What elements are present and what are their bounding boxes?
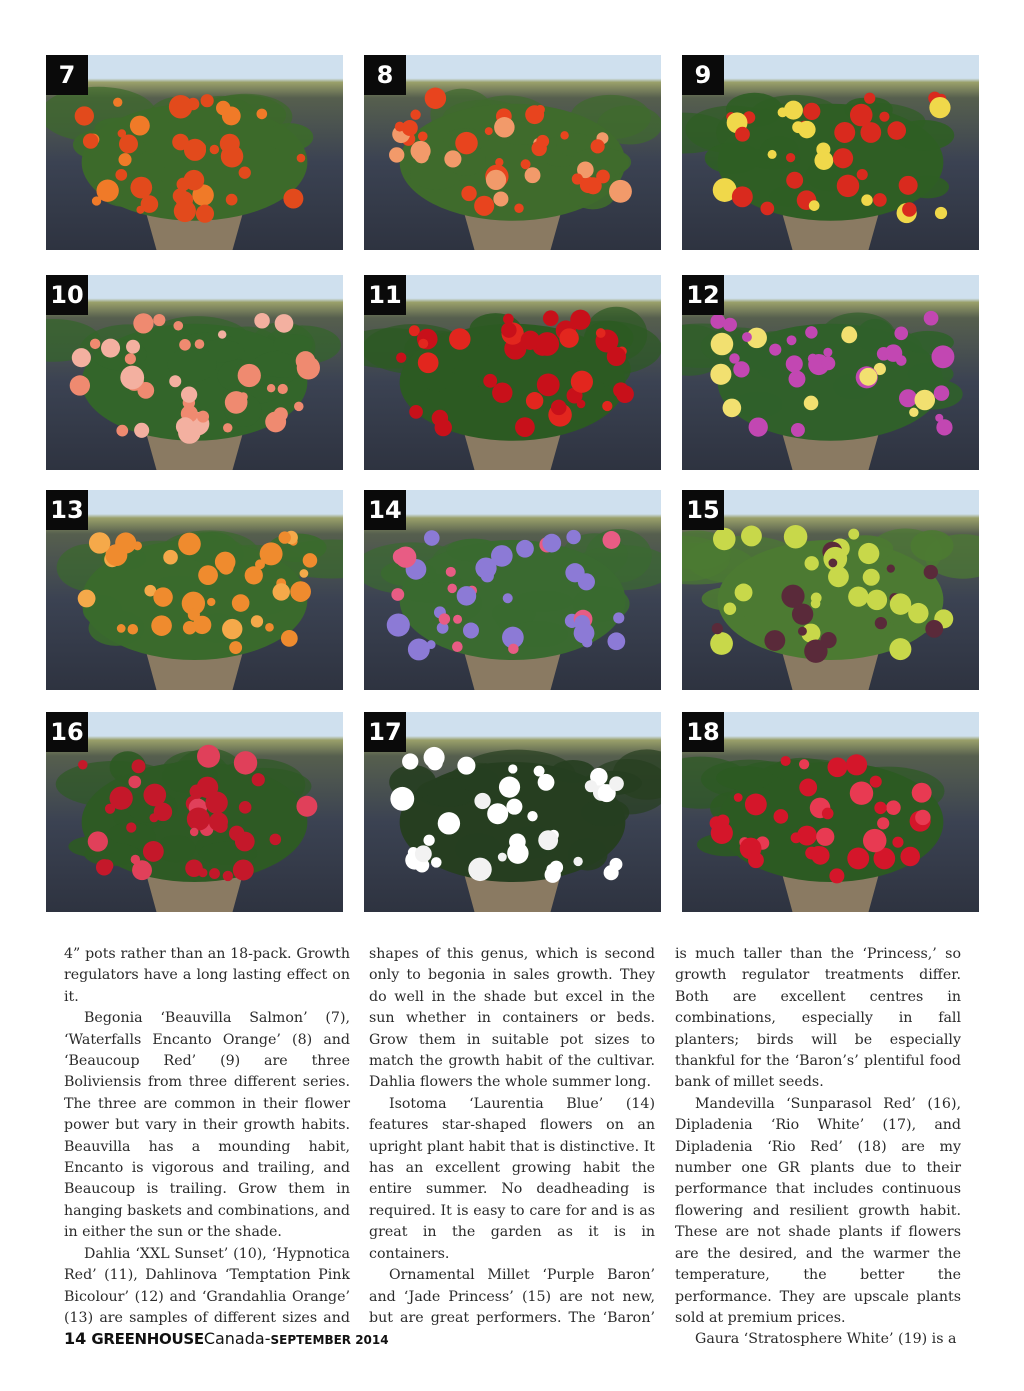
plant-illustration xyxy=(364,275,661,470)
photo-number: 14 xyxy=(364,490,406,530)
photo-number: 16 xyxy=(46,712,88,752)
photo-17 xyxy=(364,712,661,912)
photo-number: 7 xyxy=(46,55,88,95)
issue-date: SEPTEMBER 2014 xyxy=(270,1333,389,1347)
magazine-name-suffix: Canada xyxy=(203,1329,265,1348)
plant-illustration xyxy=(46,275,343,470)
plant-illustration xyxy=(682,712,979,912)
photo-18 xyxy=(682,712,979,912)
paragraph: 4” pots rather than an 18-pack. Growth regulators have a long lasting effect on it. xyxy=(64,946,350,1005)
photo-number: 17 xyxy=(364,712,406,752)
plant-illustration xyxy=(46,490,343,690)
article-column-2 xyxy=(369,944,655,1329)
paragraph: Isotoma ‘Laurentia Blue’ (14) features star-shaped flowers on an upright plant habit that is distinctive. It has an excellent growing habit the entire summer. No deadheading is required. It is easy to care for and is as great in the garden as it is in containers. xyxy=(369,1095,655,1262)
photo-14 xyxy=(364,490,661,690)
photo-number: 10 xyxy=(46,275,88,315)
paragraph: Ornamental Millet ‘Purple Baron’ and ‘Jade Princess’ (15) are not new, but are great performers. The ‘Baron’ xyxy=(369,1267,655,1326)
plant-illustration xyxy=(682,275,979,470)
photo-13 xyxy=(46,490,343,690)
paragraph: Dahlia ‘XXL Sunset’ (10), ‘Hypnotica Red’ (11), Dahlinova ‘Temptation Pink Bicolour’ (12) and ‘Grandahlia Orange’ (13) are samples of different sizes and xyxy=(64,1245,350,1326)
photo-7 xyxy=(46,55,343,250)
plant-illustration xyxy=(682,490,979,690)
photo-11 xyxy=(364,275,661,470)
photo-10 xyxy=(46,275,343,470)
photo-15 xyxy=(682,490,979,690)
photo-number: 13 xyxy=(46,490,88,530)
photo-number: 18 xyxy=(682,712,724,752)
article-column-1 xyxy=(64,944,350,1329)
plant-illustration xyxy=(46,55,343,250)
paragraph: shapes of this genus, which is second only to begonia in sales growth. They do well in the shade but excel in the sun whether in containers or beds. Grow them in suitable pot sizes to match the growth habit of the cultivar. Dahlia flowers the whole summer long. xyxy=(369,946,655,1091)
photo-16 xyxy=(46,712,343,912)
photo-8 xyxy=(364,55,661,250)
plant-illustration xyxy=(682,55,979,250)
photo-number: 9 xyxy=(682,55,724,95)
separator: - xyxy=(264,1329,271,1348)
photo-9 xyxy=(682,55,979,250)
plant-illustration xyxy=(364,490,661,690)
photo-12 xyxy=(682,275,979,470)
page-number: 14 xyxy=(64,1329,87,1348)
photo-number: 11 xyxy=(364,275,406,315)
photo-number: 15 xyxy=(682,490,724,530)
photo-number: 8 xyxy=(364,55,406,95)
paragraph: is much taller than the ‘Princess,’ so growth regulator treatments differ. Both are excellent centres in combinations, especially in fall planters; birds will be especially thankful for the ‘Baron’s’ plentiful food bank of millet seeds. xyxy=(675,946,961,1091)
photo-number: 12 xyxy=(682,275,724,315)
plant-illustration xyxy=(364,55,661,250)
paragraph: Begonia ‘Beauvilla Salmon’ (7), ‘Waterfalls Encanto Orange’ (8) and ‘Beaucoup Red’ (9) are three Boliviensis from three different series. The three are common in their flower power but vary in their growth habits. Beauvilla has a mounding habit, Encanto is vigorous and trailing, and Beaucoup is trailing. Grow them in hanging baskets and combinations, and in either the sun or the shade. xyxy=(64,1010,350,1241)
paragraph: Gaura ‘Stratosphere White’ (19) is a xyxy=(695,1331,957,1348)
paragraph: Mandevilla ‘Sunparasol Red’ (16), Dipladenia ‘Rio White’ (17), and Dipladenia ‘Rio Red’ (18) are my number one GR plants due to their performance that includes continuous flowering and resilient growth habit. These are not shade plants if flowers are the desired, and the warmer the temperature, the better the performance. They are upscale plants sold at premium prices. xyxy=(675,1095,961,1326)
plant-illustration xyxy=(364,712,661,912)
page-footer xyxy=(64,1329,389,1348)
plant-illustration xyxy=(46,712,343,912)
article-column-3 xyxy=(675,944,961,1351)
magazine-name: GREENHOUSE xyxy=(91,1330,204,1348)
